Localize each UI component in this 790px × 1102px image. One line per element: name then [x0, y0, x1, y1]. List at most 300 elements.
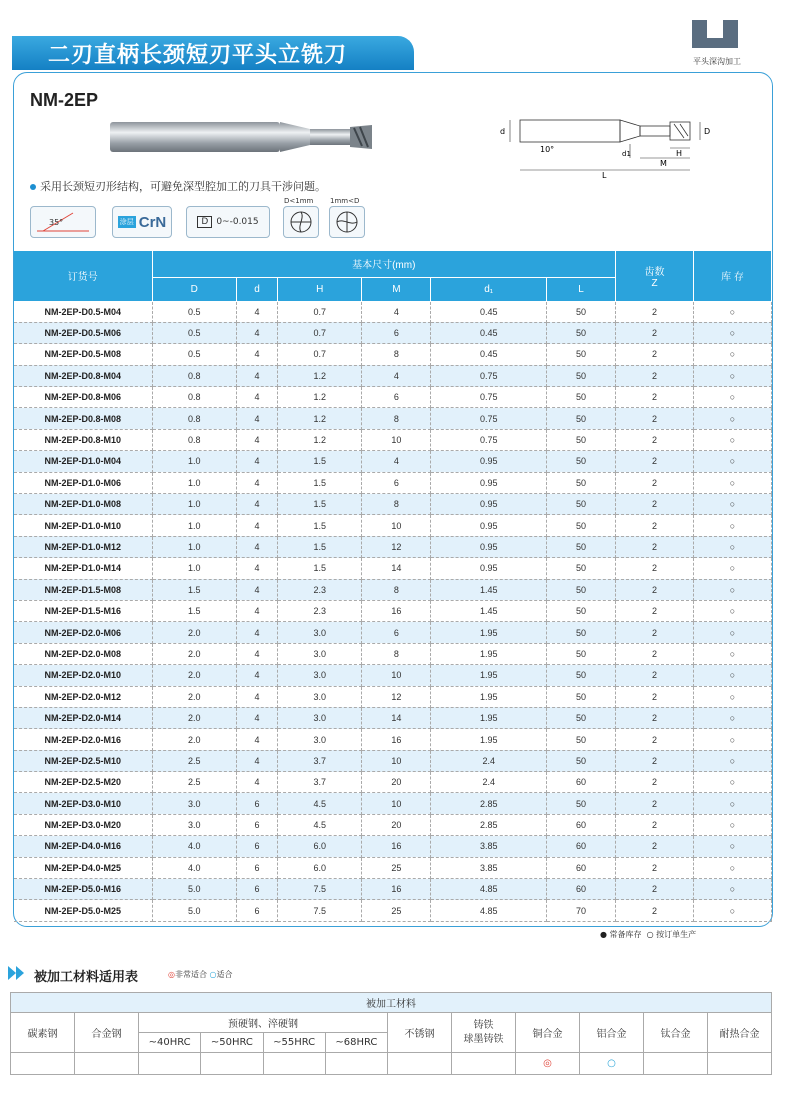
mark-aluminum: [580, 1053, 644, 1075]
order-code-cell: NM-2EP-D3.0-M20: [14, 814, 152, 835]
table-cell: 3.0: [152, 814, 236, 835]
table-cell: 2: [616, 643, 694, 664]
table-cell: 1.0: [152, 494, 236, 515]
mark-copper: [516, 1053, 580, 1075]
table-cell: 4: [236, 322, 277, 343]
suitable-icon: ○: [209, 970, 217, 979]
description: [30, 178, 326, 194]
table-cell: 0.95: [431, 472, 547, 493]
table-cell: 3.0: [277, 665, 361, 686]
table-cell: 60: [547, 836, 616, 857]
table-cell: 4: [236, 600, 277, 621]
table-cell: 50: [547, 515, 616, 536]
table-cell: 2: [616, 365, 694, 386]
table-cell: 2: [616, 451, 694, 472]
table-cell: 3.0: [277, 686, 361, 707]
dim-angle-label: 10°: [540, 145, 555, 154]
table-row: [14, 301, 772, 322]
dim-l-label: L: [602, 171, 607, 180]
flute-cross-section-icon: [335, 210, 359, 234]
table-cell: 60: [547, 857, 616, 878]
table-row: [14, 643, 772, 664]
model-name: NM-2EP: [30, 90, 99, 110]
table-cell: 10: [362, 793, 431, 814]
table-cell: ○: [694, 665, 772, 686]
table-cell: 16: [362, 729, 431, 750]
table-cell: 2.0: [152, 643, 236, 664]
table-cell: 0.5: [152, 301, 236, 322]
table-row: [14, 665, 772, 686]
end-mill-image: [110, 112, 410, 162]
table-cell: 0.75: [431, 387, 547, 408]
table-cell: 50: [547, 536, 616, 557]
table-cell: 1.95: [431, 643, 547, 664]
table-cell: 3.0: [277, 707, 361, 728]
table-cell: 1.0: [152, 472, 236, 493]
table-cell: 1.5: [277, 451, 361, 472]
order-code-cell: NM-2EP-D0.5-M06: [14, 322, 152, 343]
type-label: 平头深沟加工: [693, 57, 741, 66]
table-cell: 0.45: [431, 301, 547, 322]
table-cell: 0.8: [152, 408, 236, 429]
table-cell: 50: [547, 322, 616, 343]
table-cell: 50: [547, 643, 616, 664]
table-cell: 4: [236, 387, 277, 408]
table-cell: 0.95: [431, 536, 547, 557]
table-cell: 50: [547, 494, 616, 515]
table-cell: 10: [362, 515, 431, 536]
table-cell: 6: [236, 900, 277, 921]
table-cell: 7.5: [277, 900, 361, 921]
table-cell: 4: [236, 301, 277, 322]
table-cell: 1.5: [152, 600, 236, 621]
table-cell: 8: [362, 494, 431, 515]
order-code-cell: NM-2EP-D2.5-M20: [14, 772, 152, 793]
order-code-cell: NM-2EP-D2.5-M10: [14, 750, 152, 771]
table-cell: 2.4: [431, 750, 547, 771]
table-cell: 60: [547, 772, 616, 793]
table-cell: 2: [616, 515, 694, 536]
order-code-cell: NM-2EP-D4.0-M25: [14, 857, 152, 878]
table-row: [14, 900, 772, 921]
table-cell: 3.0: [277, 643, 361, 664]
table-cell: 4: [236, 429, 277, 450]
table-cell: 4: [236, 536, 277, 557]
col-aluminum: 铝合金: [580, 1013, 644, 1053]
table-cell: 16: [362, 600, 431, 621]
hrc-50: ~50HRC: [201, 1033, 263, 1053]
mark-alloy: [75, 1053, 139, 1075]
table-cell: 4: [236, 344, 277, 365]
helix-angle-icon: [33, 209, 93, 235]
table-row: [14, 600, 772, 621]
order-code-cell: NM-2EP-D2.0-M12: [14, 686, 152, 707]
table-cell: 4: [236, 729, 277, 750]
table-cell: 6: [362, 387, 431, 408]
table-cell: 1.5: [277, 536, 361, 557]
order-code-cell: NM-2EP-D4.0-M16: [14, 836, 152, 857]
table-cell: 1.5: [152, 579, 236, 600]
table-row: [14, 344, 772, 365]
order-code-cell: NM-2EP-D2.0-M06: [14, 622, 152, 643]
table-cell: 3.85: [431, 857, 547, 878]
table-cell: ○: [694, 408, 772, 429]
teeth-header: [616, 251, 694, 301]
table-row: [14, 686, 772, 707]
table-cell: ○: [694, 622, 772, 643]
table-row: [14, 579, 772, 600]
table-cell: ○: [694, 686, 772, 707]
table-cell: 0.95: [431, 515, 547, 536]
stock-header: 库 存: [694, 251, 772, 301]
table-cell: 1.95: [431, 729, 547, 750]
table-cell: 0.7: [277, 344, 361, 365]
table-row: [14, 472, 772, 493]
table-cell: 2: [616, 729, 694, 750]
table-cell: 2.4: [431, 772, 547, 793]
table-cell: ○: [694, 451, 772, 472]
table-cell: 0.8: [152, 429, 236, 450]
table-cell: 1.5: [277, 472, 361, 493]
table-cell: 50: [547, 622, 616, 643]
mark-hrc40: [139, 1053, 201, 1075]
table-cell: ○: [694, 494, 772, 515]
table-cell: 20: [362, 814, 431, 835]
table-cell: 10: [362, 750, 431, 771]
table-cell: 4: [236, 665, 277, 686]
order-code-cell: NM-2EP-D1.0-M14: [14, 558, 152, 579]
table-cell: 4: [236, 494, 277, 515]
table-row: [14, 814, 772, 835]
table-cell: 0.45: [431, 344, 547, 365]
order-code-cell: NM-2EP-D0.8-M10: [14, 429, 152, 450]
table-cell: 2.0: [152, 622, 236, 643]
table-cell: 2: [616, 429, 694, 450]
order-code-cell: NM-2EP-D1.5-M16: [14, 600, 152, 621]
helix-angle-text: 35°: [49, 218, 64, 227]
table-row: [14, 494, 772, 515]
table-cell: 1.0: [152, 451, 236, 472]
hrc-40: ~40HRC: [139, 1033, 201, 1053]
order-code-cell: NM-2EP-D5.0-M16: [14, 879, 152, 900]
table-cell: 6: [362, 622, 431, 643]
order-code-cell: NM-2EP-D1.0-M06: [14, 472, 152, 493]
table-cell: 2.3: [277, 579, 361, 600]
table-cell: 50: [547, 665, 616, 686]
teeth-sub-label: Z: [651, 277, 658, 289]
hrc-55: ~55HRC: [263, 1033, 325, 1053]
table-row: [14, 322, 772, 343]
order-code-cell: NM-2EP-D2.0-M10: [14, 665, 152, 686]
table-cell: 50: [547, 579, 616, 600]
table-row: [14, 750, 772, 771]
table-cell: ○: [694, 707, 772, 728]
table-row: [14, 622, 772, 643]
dim-big-d-label: D: [704, 127, 711, 136]
table-cell: 1.45: [431, 600, 547, 621]
helix-angle-badge: [30, 206, 96, 238]
table-cell: 4: [236, 686, 277, 707]
table-cell: 2.3: [277, 600, 361, 621]
col-hardened: 预硬钢、淬硬钢: [139, 1013, 388, 1033]
table-cell: 50: [547, 558, 616, 579]
table-cell: 60: [547, 814, 616, 835]
table-cell: 0.75: [431, 429, 547, 450]
table-cell: 0.5: [152, 344, 236, 365]
table-cell: 60: [547, 879, 616, 900]
order-no-header: 订货号: [14, 251, 152, 301]
dimension-header: M: [362, 277, 431, 301]
table-cell: ○: [694, 879, 772, 900]
table-cell: ○: [694, 772, 772, 793]
table-cell: 0.95: [431, 494, 547, 515]
table-cell: 14: [362, 558, 431, 579]
table-cell: 1.0: [152, 515, 236, 536]
tolerance-badge: [186, 206, 270, 238]
materials-group-header: 被加工材料: [11, 993, 772, 1013]
dimension-header: d₁: [431, 277, 547, 301]
teeth-label: 齿数: [644, 266, 665, 278]
table-cell: 3.85: [431, 836, 547, 857]
col-titanium: 钛合金: [644, 1013, 708, 1053]
table-cell: 2.0: [152, 686, 236, 707]
table-cell: ○: [694, 836, 772, 857]
basic-dimensions-header: 基本尺寸(mm): [152, 251, 616, 277]
table-cell: 6: [236, 857, 277, 878]
table-row: [14, 793, 772, 814]
table-cell: 4: [362, 451, 431, 472]
table-cell: 50: [547, 365, 616, 386]
table-cell: ○: [694, 472, 772, 493]
col-carbon: 碳素钢: [11, 1013, 75, 1053]
table-cell: 4.5: [277, 814, 361, 835]
table-cell: 4.85: [431, 879, 547, 900]
table-row: [14, 836, 772, 857]
table-row: [14, 729, 772, 750]
legend-stock: ● 常备库存: [600, 930, 642, 939]
table-row: [14, 387, 772, 408]
table-cell: 2.5: [152, 750, 236, 771]
dim-h-label: H: [676, 149, 683, 158]
table-cell: 50: [547, 472, 616, 493]
mark-castiron: [452, 1053, 516, 1075]
table-cell: 50: [547, 750, 616, 771]
table-cell: 6: [362, 322, 431, 343]
table-cell: 2: [616, 750, 694, 771]
suitable-label: 适合: [216, 970, 233, 979]
table-cell: ○: [694, 365, 772, 386]
col-alloy: 合金钢: [75, 1013, 139, 1053]
table-cell: 4.0: [152, 857, 236, 878]
table-cell: 4: [236, 558, 277, 579]
table-cell: 3.0: [277, 622, 361, 643]
materials-title: 被加工材料适用表: [34, 970, 139, 985]
flute-cross-section-icon: [289, 210, 313, 234]
table-cell: 6: [236, 879, 277, 900]
table-cell: 1.45: [431, 579, 547, 600]
table-cell: 1.2: [277, 429, 361, 450]
table-cell: 2.0: [152, 665, 236, 686]
table-cell: 6: [236, 793, 277, 814]
mark-hrc50: [201, 1053, 263, 1075]
table-cell: 3.0: [277, 729, 361, 750]
table-cell: 50: [547, 600, 616, 621]
dim-m-label: M: [660, 159, 667, 168]
dim-d1-label: d1: [622, 150, 631, 158]
order-code-cell: NM-2EP-D0.8-M06: [14, 387, 152, 408]
mark-hrc55: [263, 1053, 325, 1075]
table-cell: ○: [694, 301, 772, 322]
table-cell: ○: [694, 579, 772, 600]
table-cell: 1.2: [277, 387, 361, 408]
materials-legend: [168, 969, 233, 980]
table-cell: 2: [616, 579, 694, 600]
mark-carbon: [11, 1053, 75, 1075]
table-cell: 3.7: [277, 750, 361, 771]
table-cell: 0.95: [431, 558, 547, 579]
dimension-header: D: [152, 277, 236, 301]
table-row: [14, 707, 772, 728]
mark-heat: [708, 1053, 772, 1075]
coating-name: CrN: [138, 213, 167, 231]
table-cell: 0.7: [277, 301, 361, 322]
table-cell: ○: [694, 558, 772, 579]
table-cell: 6: [236, 836, 277, 857]
table-cell: 1.95: [431, 622, 547, 643]
table-cell: 50: [547, 793, 616, 814]
table-cell: 4: [362, 365, 431, 386]
bullet-icon: [30, 184, 36, 190]
tolerance-value: 0~-0.015: [216, 217, 259, 227]
table-cell: 0.45: [431, 322, 547, 343]
table-cell: 2: [616, 879, 694, 900]
table-cell: 20: [362, 772, 431, 793]
table-cell: 1.95: [431, 665, 547, 686]
table-cell: 4: [236, 515, 277, 536]
table-cell: 8: [362, 579, 431, 600]
col-copper: 铜合金: [516, 1013, 580, 1053]
spec-table: [14, 251, 772, 922]
table-cell: 2: [616, 814, 694, 835]
very-suitable-label: 非常适合: [174, 970, 207, 979]
coating-badge: [112, 206, 172, 238]
materials-table: [10, 992, 772, 1075]
double-arrow-icon: [8, 966, 32, 980]
mark-hrc68: [325, 1053, 387, 1075]
table-cell: 0.75: [431, 365, 547, 386]
table-cell: 3.0: [152, 793, 236, 814]
table-cell: 2: [616, 408, 694, 429]
table-cell: ○: [694, 387, 772, 408]
table-cell: 4: [236, 707, 277, 728]
table-cell: 25: [362, 900, 431, 921]
table-row: [14, 451, 772, 472]
table-cell: 7.5: [277, 879, 361, 900]
table-cell: 2: [616, 665, 694, 686]
table-cell: 2: [616, 344, 694, 365]
table-cell: 4.0: [152, 836, 236, 857]
table-cell: 2: [616, 322, 694, 343]
table-cell: 2: [616, 793, 694, 814]
table-cell: 14: [362, 707, 431, 728]
table-cell: 2.85: [431, 814, 547, 835]
table-cell: 6.0: [277, 857, 361, 878]
col-castiron: 铸铁 球墨铸铁: [452, 1013, 516, 1053]
table-row: [14, 429, 772, 450]
table-cell: 16: [362, 836, 431, 857]
dimension-header: d: [236, 277, 277, 301]
table-cell: 2: [616, 301, 694, 322]
table-cell: 12: [362, 686, 431, 707]
very-suitable-mark-icon: ◎: [543, 1058, 552, 1069]
table-row: [14, 536, 772, 557]
page-title: 二刃直柄长颈短刃平头立铣刀: [48, 43, 348, 68]
table-cell: 8: [362, 408, 431, 429]
table-cell: 50: [547, 451, 616, 472]
table-cell: ○: [694, 900, 772, 921]
diameter-small-caption: D<1mm: [284, 197, 314, 205]
table-cell: 10: [362, 665, 431, 686]
table-cell: ○: [694, 729, 772, 750]
table-cell: 50: [547, 429, 616, 450]
table-cell: 4: [236, 365, 277, 386]
table-row: [14, 857, 772, 878]
mark-titanium: [644, 1053, 708, 1075]
coating-tag: 涂层: [119, 218, 134, 226]
table-cell: 1.5: [277, 494, 361, 515]
table-cell: 2: [616, 686, 694, 707]
table-cell: 4.85: [431, 900, 547, 921]
flute-large-badge: [329, 206, 365, 238]
table-cell: 5.0: [152, 879, 236, 900]
dim-d-label: d: [500, 127, 506, 136]
table-cell: 4: [236, 579, 277, 600]
very-suitable-icon: ◎: [168, 970, 175, 979]
order-code-cell: NM-2EP-D1.0-M08: [14, 494, 152, 515]
table-cell: 4: [236, 643, 277, 664]
table-cell: 4: [236, 750, 277, 771]
mark-stainless: [388, 1053, 452, 1075]
table-cell: 1.0: [152, 558, 236, 579]
table-cell: ○: [694, 857, 772, 878]
table-cell: 1.2: [277, 365, 361, 386]
order-code-cell: NM-2EP-D1.5-M08: [14, 579, 152, 600]
table-cell: 4: [236, 451, 277, 472]
table-cell: 12: [362, 536, 431, 557]
table-cell: 8: [362, 643, 431, 664]
table-cell: 0.8: [152, 365, 236, 386]
table-cell: 4: [362, 301, 431, 322]
table-cell: 70: [547, 900, 616, 921]
table-cell: 10: [362, 429, 431, 450]
order-code-cell: NM-2EP-D0.8-M08: [14, 408, 152, 429]
table-cell: 6: [362, 472, 431, 493]
order-code-cell: NM-2EP-D2.0-M14: [14, 707, 152, 728]
table-cell: 3.7: [277, 772, 361, 793]
order-code-cell: NM-2EP-D1.0-M04: [14, 451, 152, 472]
hrc-68: ~68HRC: [325, 1033, 387, 1053]
table-cell: 2.85: [431, 793, 547, 814]
legend: [600, 929, 696, 940]
table-cell: 50: [547, 686, 616, 707]
table-cell: ○: [694, 793, 772, 814]
table-cell: 2: [616, 536, 694, 557]
table-cell: 0.5: [152, 322, 236, 343]
order-code-cell: NM-2EP-D0.5-M04: [14, 301, 152, 322]
dimension-diagram: [490, 100, 730, 180]
table-cell: 1.95: [431, 686, 547, 707]
table-cell: 0.7: [277, 322, 361, 343]
